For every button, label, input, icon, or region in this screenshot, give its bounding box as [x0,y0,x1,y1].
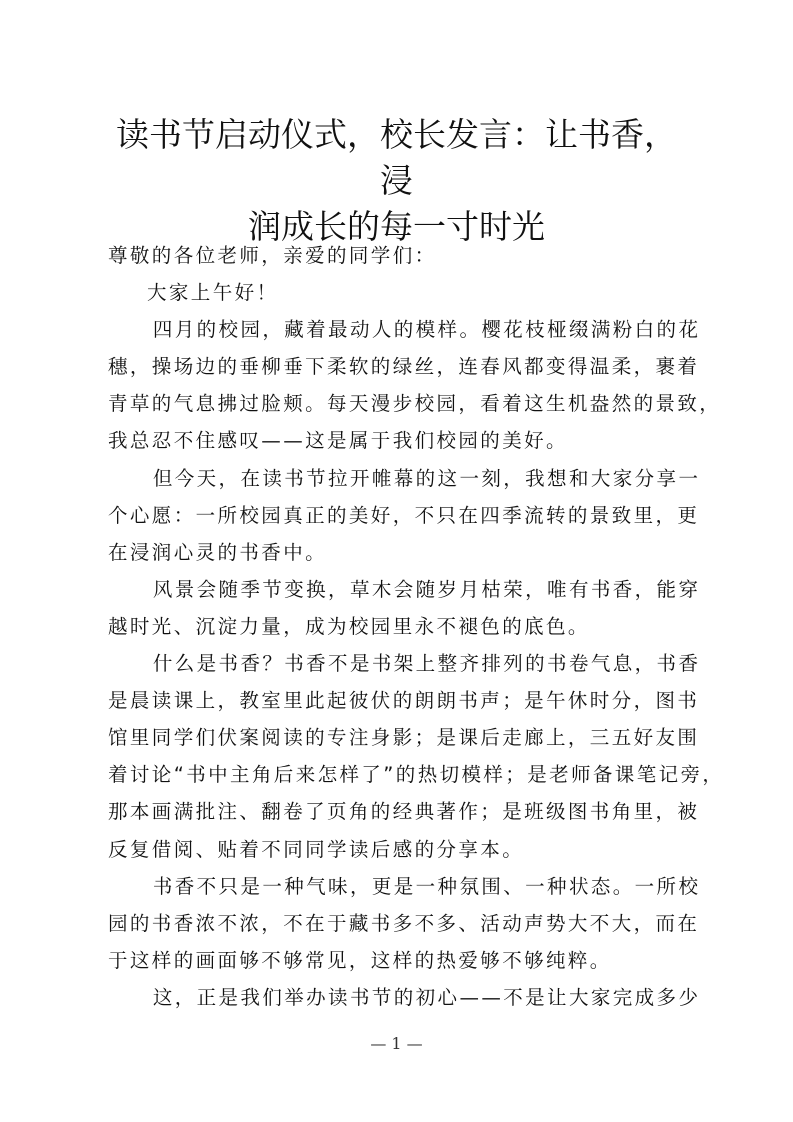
paragraph-line: 那本画满批注、翻卷了页角的经典著作；是班级图书角里，被 [108,800,700,824]
paragraph-line: 我总忍不住感叹——这是属于我们校园的美好。 [108,429,568,453]
paragraph-line: 于这样的画面够不够常见，这样的热爱够不够纯粹。 [108,948,612,972]
paragraph-line: 风景会随季节变换，草木会随岁月枯荣，唯有书香，能穿 [152,577,701,601]
paragraph-line: 这，正是我们举办读书节的初心——不是让大家完成多少 [152,985,701,1009]
paragraph-line: 反复借阅、贴着不同同学读后感的分享本。 [108,837,525,861]
paragraph-what-is-book-fragrance [108,645,725,868]
paragraph-campus [108,311,722,459]
title-line-1: 读书节启动仪式，校长发言：让书香，浸 [116,115,677,200]
paragraph-atmosphere [108,868,701,979]
salutation [108,237,689,274]
paragraph-line: 但今天，在读书节拉开帷幕的这一刻，我想和大家分享一 [152,466,701,490]
paragraph-line: 着讨论“书中主角后来怎样了”的热切模样；是老师备课笔记旁， [108,763,725,787]
paragraph-line: 什么是书香？书香不是书架上整齐排列的书卷气息，书香 [152,652,701,676]
paragraph-line: 在浸润心灵的书香中。 [108,540,328,564]
paragraph-line: 园的书香浓不浓，不在于藏书多不多、活动声势大不大，而在 [108,911,700,935]
paragraph-line: 书香不只是一种气味，更是一种氛围、一种状态。一所校 [152,874,701,898]
paragraph-line: 青草的气息拂过脸颊。每天漫步校园，看着这生机盎然的景致， [108,392,722,416]
paragraph-line: 四月的校园，藏着最动人的模样。樱花枝桠缀满粉白的花 [152,318,701,342]
document-body [108,237,725,1016]
paragraph-scenery [108,571,701,645]
paragraph-line: 馆里同学们伏案阅读的专注身影；是课后走廊上，三五好友围 [108,726,700,750]
document-title [100,112,693,250]
paragraph-wish [108,460,701,571]
title-line-2: 润成长的每一寸时光 [248,207,545,246]
paragraph-purpose [108,979,701,1016]
paragraph-line: 大家上午好！ [147,281,279,305]
paragraph-line: 个心愿：一所校园真正的美好，不只在四季流转的景致里，更 [108,503,700,527]
paragraph-line: 越时光、沉淀力量，成为校园里永不褪色的底色。 [108,614,590,638]
paragraph-line: 是晨读课上，教室里此起彼伏的朗朗书声；是午休时分，图书 [108,689,700,713]
paragraph-greeting [108,274,689,311]
salutation-text: 尊敬的各位老师，亲爱的同学们： [108,244,437,267]
page-number: — 1 — [370,1034,423,1053]
paragraph-line: 穗，操场边的垂柳垂下柔软的绿丝，连春风都变得温柔，裹着 [108,355,700,379]
